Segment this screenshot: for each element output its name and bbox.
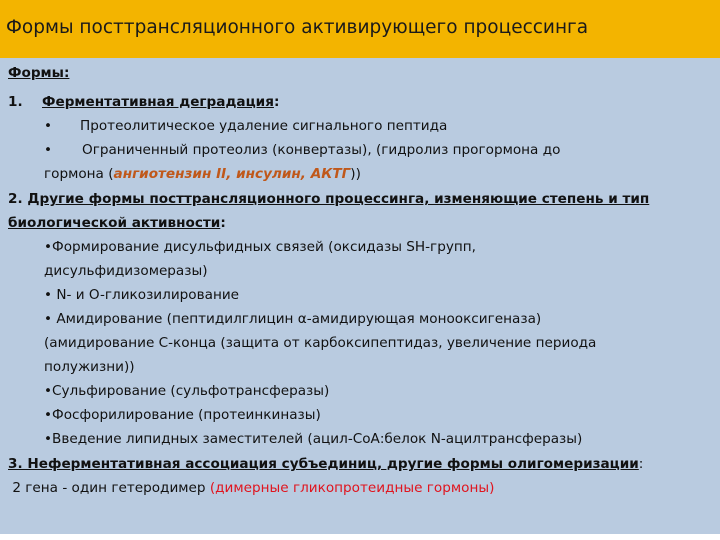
section1-bullet1: Протеолитическое удаление сигнального пептида (80, 118, 448, 134)
section1-bullet2-line1: Ограниченный протеолиз (конвертазы), (гидролиз прогормона до (82, 142, 561, 158)
bullet-marker: • (44, 118, 53, 134)
section3-line-highlight: (димерные гликопротеидные гормоны) (209, 480, 495, 496)
bullet2-line2-suffix: )) (350, 166, 361, 182)
section1-heading-text: Ферментативная деградация (42, 94, 274, 110)
section2-heading-text1: Другие формы посттрансляционного процессинга, изменяющие степень и тип (27, 191, 650, 207)
section2-heading-text2: биологической активности (8, 215, 221, 231)
section2-item3-line2: (амидирование С-конца (защита от карбоксипептидаз, увеличение периода (44, 335, 597, 351)
section2-heading-line1 (8, 188, 649, 212)
section2-prefix: 2. (8, 191, 28, 207)
title-bar (0, 0, 720, 58)
section3-heading-suffix: : (638, 456, 644, 472)
bullet2-line2-prefix: гормона ( (44, 166, 114, 182)
section2-item6: •Введение липидных заместителей (ацил-СоА:белок N-ацилтрансферазы) (44, 431, 583, 447)
section1-number: 1. (8, 94, 23, 110)
section1-heading-suffix: : (273, 94, 280, 110)
section2-item1-line1: •Формирование дисульфидных связей (оксидазы SH-групп, (44, 239, 476, 255)
section2-item1-line2: дисульфидизомеразы) (44, 263, 208, 279)
section3-line (8, 477, 494, 501)
section2-item5: •Фосфорилирование (протеинкиназы) (44, 407, 321, 423)
section1-heading (42, 91, 279, 115)
section3-heading-text: 3. Неферментативная ассоциация субъединиц, другие формы олигомеризации (8, 456, 639, 472)
section3-line-prefix: 2 гена - один гетеродимер (8, 480, 210, 496)
section2-item2: • N- и O-гликозилирование (44, 287, 240, 303)
forms-label: Формы: (8, 65, 70, 81)
section2-heading-suffix: : (220, 215, 226, 231)
section2-item3-line3: полужизни)) (44, 359, 135, 375)
section2-heading-line2 (8, 212, 226, 236)
section2-item3-line1: • Амидирование (пептидилглицин α-амидирующая монооксигеназа) (44, 311, 542, 327)
hormone-examples: ангиотензин II, инсулин, АКТГ (113, 166, 351, 182)
section3-heading (8, 453, 643, 477)
slide-title: Формы посттрансляционного активирующего процессинга (6, 17, 589, 38)
section2-item4: •Сульфирование (сульфотрансферазы) (44, 383, 330, 399)
section1-bullet2-line2 (44, 163, 361, 187)
slide-content (0, 58, 720, 534)
bullet-marker: • (44, 142, 53, 158)
